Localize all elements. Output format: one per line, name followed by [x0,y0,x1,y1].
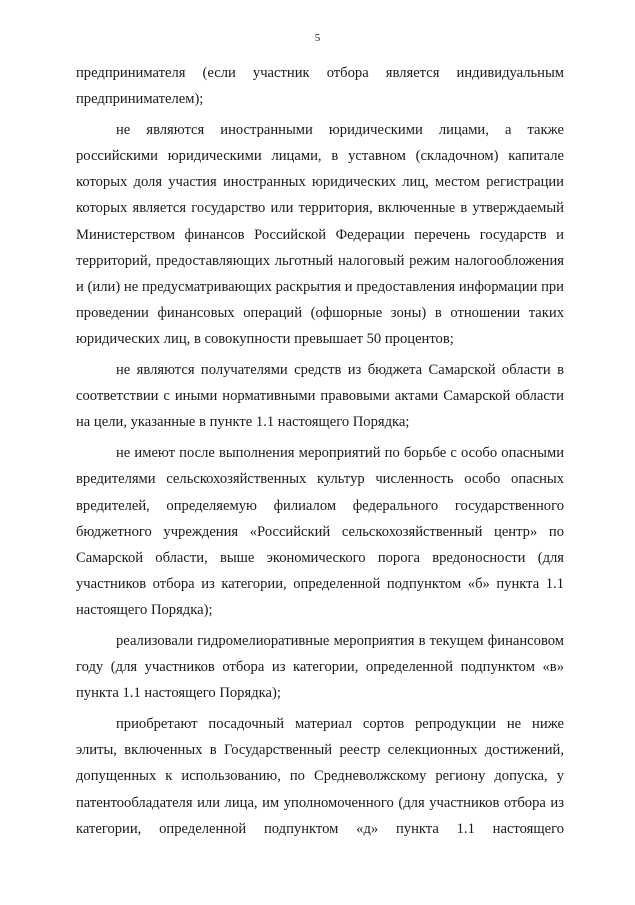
page-number: 5 [314,32,321,44]
paragraph-2: не являются иностранными юридическими лицами, а также российскими юридическими лицами, в уставном (складочном) капитале которых доля участия иностранных юридических лиц, местом регистрации которых является государство или территория, включенные в утверждаемый Министерством финансов Российской Федерации перечень государств и территорий, предоставляющих льготный налоговый режим налогообложения и (или) не предусматривающих раскрытия и предоставления информации при проведении финансовых операций (офшорные зоны) в отношении таких юридических лиц, в совокупности превышает 50 процентов; [76,122,564,347]
paragraph-4: не имеют после выполнения мероприятий по борьбе с особо опасными вредителями сельскохозяйственных культур численность особо опасных вредителей, определяемую филиалом федерального государственного бюджетного учреждения «Российский сельскохозяйственный центр» по Самарской области, выше экономического порога вредоносности (для участников отбора из категории, определенной подпунктом «б» пункта 1.1 настоящего Порядка); [76,445,564,618]
paragraph-3: не являются получателями средств из бюджета Самарской области в соответствии с иными нормативными правовыми актами Самарской области на цели, указанные в пункте 1.1 настоящего Порядка; [76,362,564,431]
paragraph-1: предпринимателя (если участник отбора является индивидуальным предпринимателем); [76,65,564,108]
paragraph-6: приобретают посадочный материал сортов репродукции не ниже элиты, включенных в Государственный реестр селекционных достижений, допущенных к использованию, по Средневолжскому региону допуска, у патентообладателя или лица, им уполномоченного (для участников отбора из категории, определенной подпунктом «д» пункта 1.1 настоящего [76,716,564,837]
paragraph-5: реализовали гидромелиоративные мероприятия в текущем финансовом году (для участников отбора из категории, определенной подпунктом «в» пункта 1.1 настоящего Порядка); [76,632,564,702]
document-body [76,60,564,842]
